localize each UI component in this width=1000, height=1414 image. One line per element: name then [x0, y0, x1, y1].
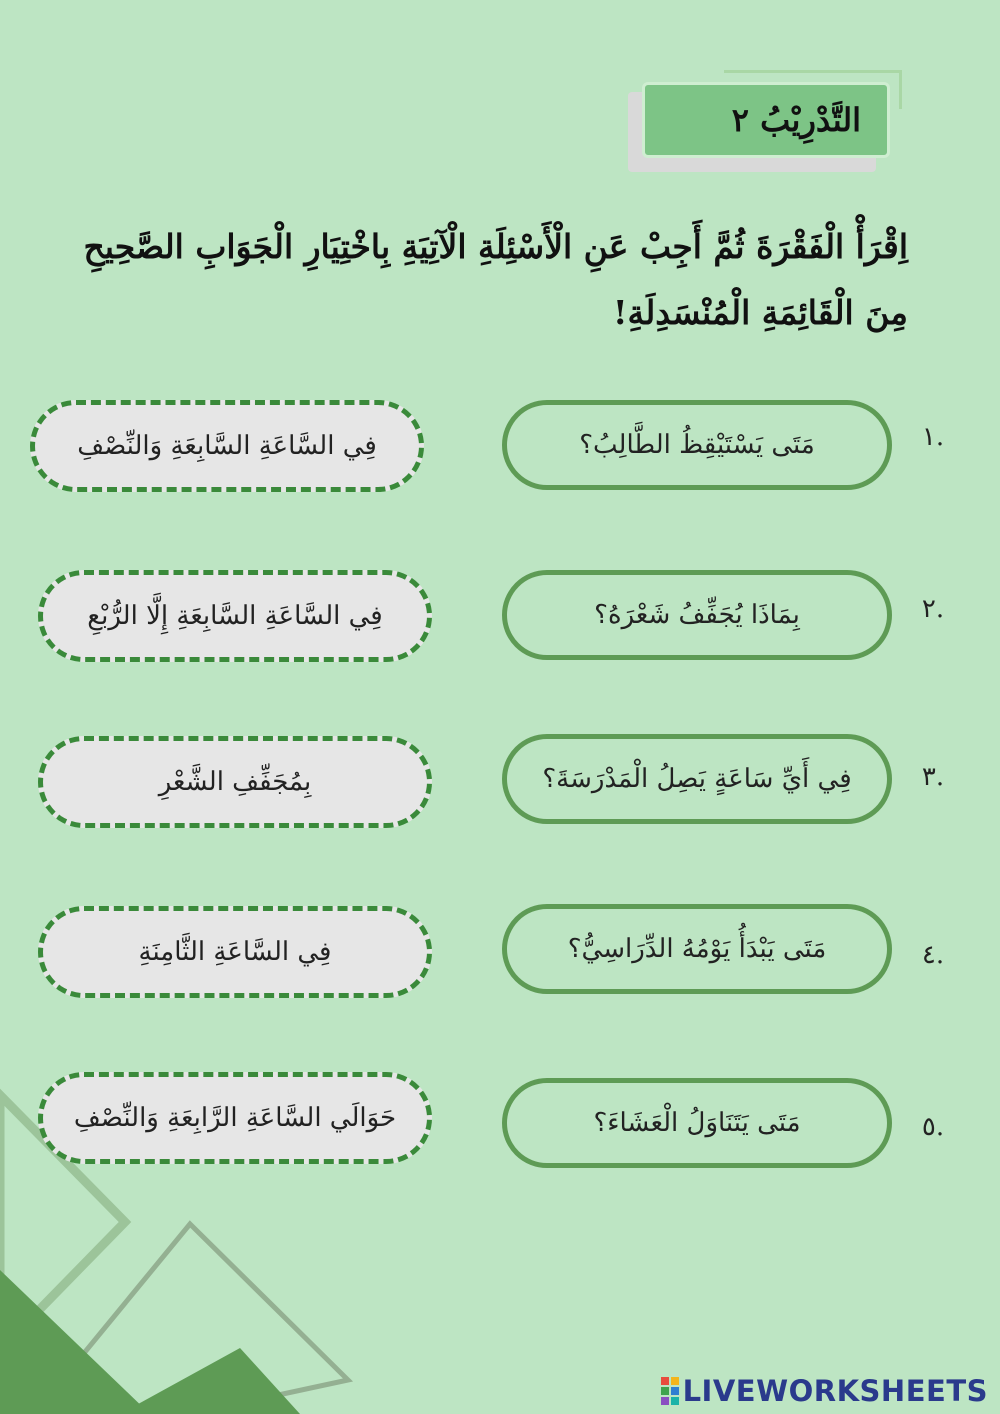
answer-dropdown-1[interactable] — [30, 400, 424, 492]
logo-mark-icon — [661, 1377, 679, 1405]
question-pill-1 — [502, 400, 892, 490]
answer-dropdown-3[interactable] — [38, 736, 432, 828]
page-title: التَّدْرِيْبُ ٢ — [731, 101, 861, 139]
answer-text-2: فِي السَّاعَةِ السَّابِعَةِ إِلَّا الرُّبْعِ — [87, 601, 383, 631]
question-number-1: ١. — [921, 422, 945, 452]
question-number-5: ٥. — [921, 1112, 945, 1142]
answer-dropdown-2[interactable] — [38, 570, 432, 662]
answer-text-3: بِمُجَفِّفِ الشَّعْرِ — [158, 767, 312, 797]
question-text-1: مَتَى يَسْتَيْقِظُ الطَّالِبُ؟ — [579, 430, 815, 460]
logo-text: LIVEWORKSHEETS — [682, 1374, 988, 1408]
answer-text-4: فِي السَّاعَةِ الثَّامِنَةِ — [138, 937, 332, 967]
question-pill-5 — [502, 1078, 892, 1168]
title-box — [642, 82, 890, 158]
liveworksheets-logo[interactable] — [661, 1374, 988, 1408]
question-number-3: ٣. — [921, 762, 945, 792]
question-text-4: مَتَى يَبْدَأُ يَوْمُهُ الدِّرَاسِيُّ؟ — [567, 934, 827, 964]
answer-dropdown-5[interactable] — [38, 1072, 432, 1164]
instruction-text: اِقْرَأْ الْفَقْرَةَ ثُمَّ أَجِبْ عَنِ الْأَسْئِلَةِ الْآتِيَةِ بِاخْتِيَارِ الْجَوَابِ الصَّحِيحِ مِنَ الْقَائِمَةِ الْمُنْسَدِلَةِ! — [83, 227, 908, 332]
question-pill-4 — [502, 904, 892, 994]
question-number-4: ٤. — [921, 940, 945, 970]
answer-text-5: حَوَالَي السَّاعَةِ الرَّابِعَةِ وَالنِّصْفِ — [73, 1103, 397, 1133]
question-text-2: بِمَاذَا يُجَفِّفُ شَعْرَهُ؟ — [594, 600, 800, 630]
question-pill-3 — [502, 734, 892, 824]
title-banner — [628, 70, 900, 174]
question-number-2: ٢. — [921, 594, 945, 624]
question-text-5: مَتَى يَتَنَاوَلُ الْعَشَاءَ؟ — [593, 1108, 801, 1138]
answer-dropdown-4[interactable] — [38, 906, 432, 998]
question-pill-2 — [502, 570, 892, 660]
answer-text-1: فِي السَّاعَةِ السَّابِعَةِ وَالنِّصْفِ — [77, 431, 377, 461]
question-text-3: فِي أَيِّ سَاعَةٍ يَصِلُ الْمَدْرَسَةَ؟ — [542, 764, 852, 794]
